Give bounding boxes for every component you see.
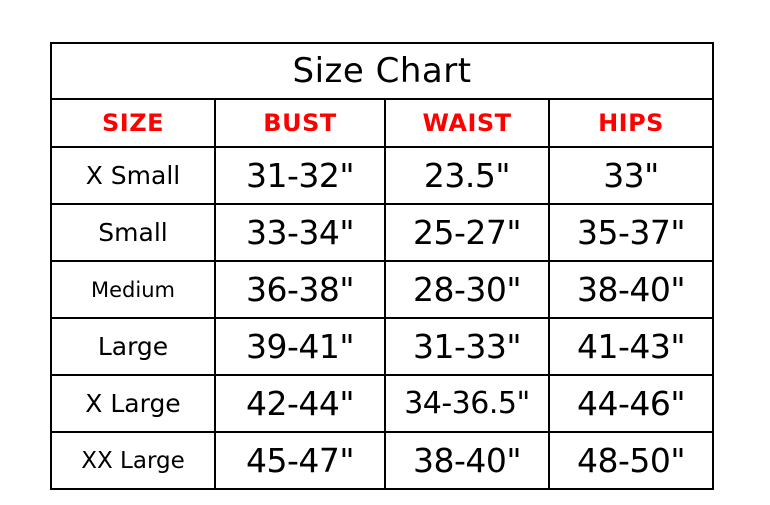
table-row: [51, 147, 713, 204]
cell-size: Medium: [51, 261, 215, 318]
size-chart-table: [50, 42, 714, 490]
cell-hips: 48-50": [549, 432, 713, 489]
cell-waist: 34-36.5": [385, 375, 549, 432]
cell-size: X Large: [51, 375, 215, 432]
cell-size: Large: [51, 318, 215, 375]
cell-hips: 38-40": [549, 261, 713, 318]
column-header-bust: BUST: [215, 99, 385, 147]
cell-bust: 31-32": [215, 147, 385, 204]
title-row: [51, 43, 713, 99]
cell-bust: 42-44": [215, 375, 385, 432]
column-header-waist: WAIST: [385, 99, 549, 147]
cell-size: Small: [51, 204, 215, 261]
cell-waist: 31-33": [385, 318, 549, 375]
cell-hips: 41-43": [549, 318, 713, 375]
header-row: [51, 99, 713, 147]
cell-waist: 23.5": [385, 147, 549, 204]
cell-size: X Small: [51, 147, 215, 204]
column-header-hips: HIPS: [549, 99, 713, 147]
table-row: [51, 261, 713, 318]
cell-bust: 36-38": [215, 261, 385, 318]
cell-bust: 45-47": [215, 432, 385, 489]
table-row: [51, 432, 713, 489]
cell-waist: 38-40": [385, 432, 549, 489]
cell-hips: 35-37": [549, 204, 713, 261]
cell-hips: 33": [549, 147, 713, 204]
table-row: [51, 375, 713, 432]
chart-title: Size Chart: [51, 43, 713, 99]
size-chart-container: [50, 42, 712, 490]
cell-hips: 44-46": [549, 375, 713, 432]
cell-bust: 33-34": [215, 204, 385, 261]
cell-waist: 25-27": [385, 204, 549, 261]
column-header-size: SIZE: [51, 99, 215, 147]
table-row: [51, 318, 713, 375]
table-row: [51, 204, 713, 261]
cell-size: XX Large: [51, 432, 215, 489]
cell-waist: 28-30": [385, 261, 549, 318]
cell-bust: 39-41": [215, 318, 385, 375]
